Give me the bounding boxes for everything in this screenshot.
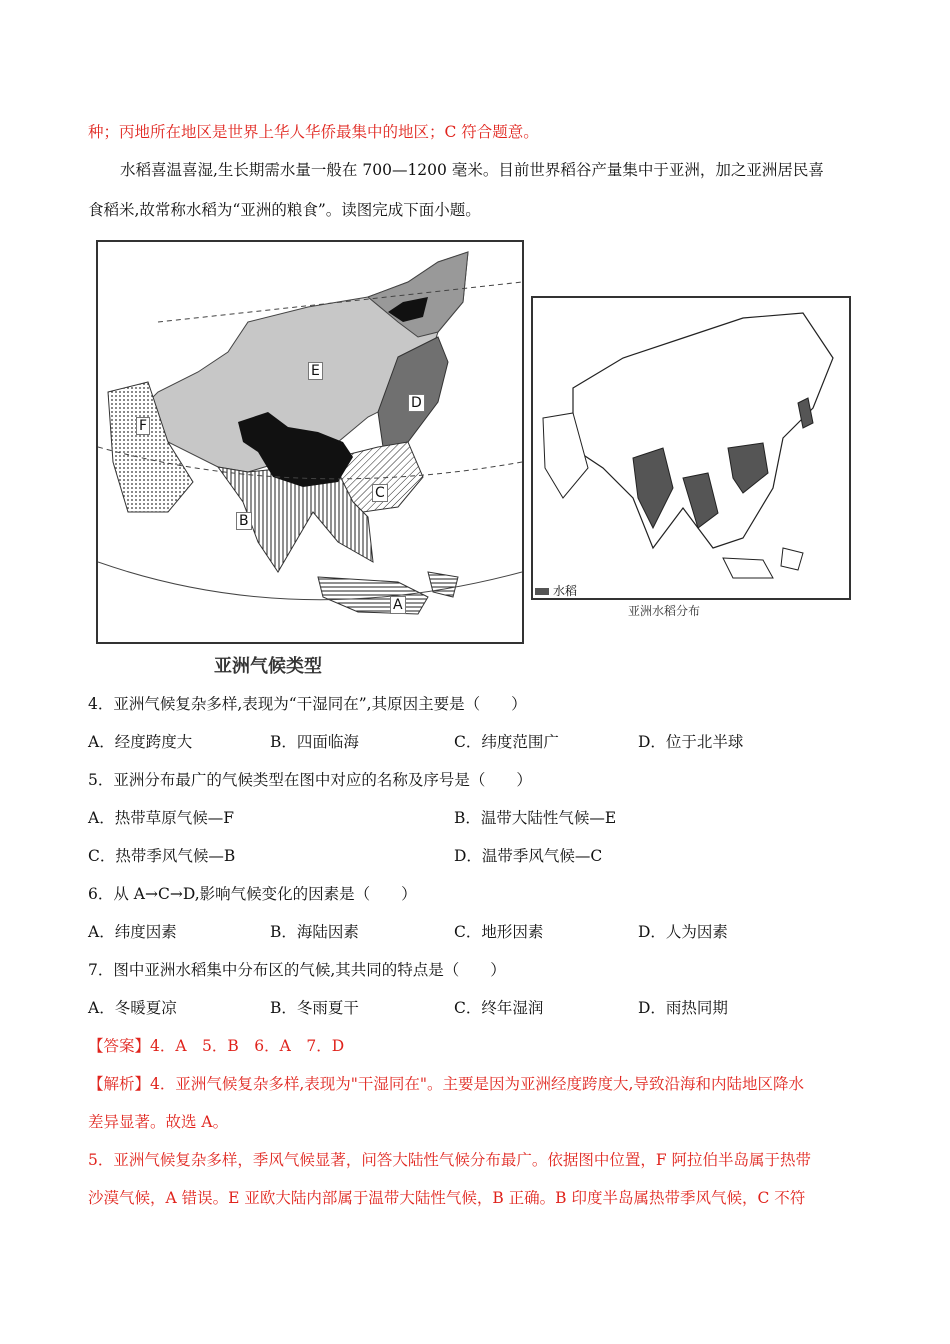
- question-7-stem: 7．图中亚洲水稻集中分布区的气候,其共同的特点是（ ）: [88, 961, 506, 979]
- question-5-option-a[interactable]: A．热带草原气候—F: [88, 809, 234, 827]
- analysis-line-3: 5．亚洲气候复杂多样，季风气候显著，问答大陆性气候分布最广。依据图中位置，F 阿拉伯半岛属于热带: [88, 1151, 812, 1169]
- question-5-option-d[interactable]: D．温带季风气候—C: [454, 847, 603, 865]
- question-5-option-b[interactable]: B．温带大陆性气候—E: [454, 809, 617, 827]
- question-7-option-b[interactable]: B．冬雨夏干: [270, 999, 359, 1017]
- question-4-option-a[interactable]: A．经度跨度大: [88, 733, 193, 751]
- question-7-option-c[interactable]: C．终年湿润: [454, 999, 544, 1017]
- climate-label-b: B: [236, 512, 252, 530]
- asia-climate-map: [96, 240, 524, 644]
- rice-distribution-map: [531, 296, 851, 600]
- climate-map-caption: 亚洲气候类型: [214, 656, 322, 677]
- analysis-line-2: 差异显著。故选 A。: [88, 1113, 229, 1131]
- question-6-option-b[interactable]: B．海陆因素: [270, 923, 359, 941]
- question-4-option-b[interactable]: B．四面临海: [270, 733, 359, 751]
- climate-label-d: D: [408, 394, 425, 412]
- question-6-option-a[interactable]: A．纬度因素: [88, 923, 177, 941]
- question-5-option-c[interactable]: C．热带季风气候—B: [88, 847, 236, 865]
- climate-label-f: F: [136, 417, 150, 435]
- analysis-line-4: 沙漠气候，A 错误。E 亚欧大陆内部属于温带大陆性气候，B 正确。B 印度半岛属热带季风气候，C 不符: [88, 1189, 806, 1207]
- climate-label-a: A: [390, 596, 406, 614]
- question-5-stem: 5．亚洲分布最广的气候类型在图中对应的名称及序号是（ ）: [88, 771, 532, 789]
- answer-line: 【答案】4．A 5．B 6．A 7．D: [88, 1037, 345, 1055]
- rice-map-caption: 亚洲水稻分布: [628, 604, 701, 618]
- rice-legend: [535, 582, 577, 599]
- rice-legend-label: 水稻: [553, 584, 578, 598]
- rice-legend-swatch: [535, 588, 549, 595]
- intro-line-1: 种；丙地所在地区是世界上华人华侨最集中的地区；C 符合题意。: [88, 123, 539, 141]
- climate-label-c: C: [372, 484, 388, 502]
- question-4-option-d[interactable]: D．位于北半球: [638, 733, 744, 751]
- question-6-stem: 6．从 A→C→D,影响气候变化的因素是（ ）: [88, 885, 417, 903]
- climate-map-graphic: [98, 242, 522, 642]
- question-4-stem: 4．亚洲气候复杂多样,表现为“干湿同在”,其原因主要是（ ）: [88, 695, 527, 713]
- question-7-option-a[interactable]: A．冬暖夏凉: [88, 999, 177, 1017]
- question-6-option-d[interactable]: D．人为因素: [638, 923, 728, 941]
- climate-label-e: E: [308, 362, 323, 380]
- analysis-line-1: 【解析】4．亚洲气候复杂多样,表现为"干湿同在"。主要是因为亚洲经度跨度大,导致沿海和内陆地区降水: [88, 1075, 804, 1093]
- intro-line-2: 水稻喜温喜湿,生长期需水量一般在 700—1200 毫米。目前世界稻谷产量集中于亚洲，加之亚洲居民喜: [120, 161, 824, 179]
- intro-line-3: 食稻米,故常称水稻为“亚洲的粮食”。读图完成下面小题。: [88, 201, 481, 219]
- rice-map-graphic: [533, 298, 849, 598]
- question-6-option-c[interactable]: C．地形因素: [454, 923, 544, 941]
- question-4-option-c[interactable]: C．纬度范围广: [454, 733, 559, 751]
- question-7-option-d[interactable]: D．雨热同期: [638, 999, 728, 1017]
